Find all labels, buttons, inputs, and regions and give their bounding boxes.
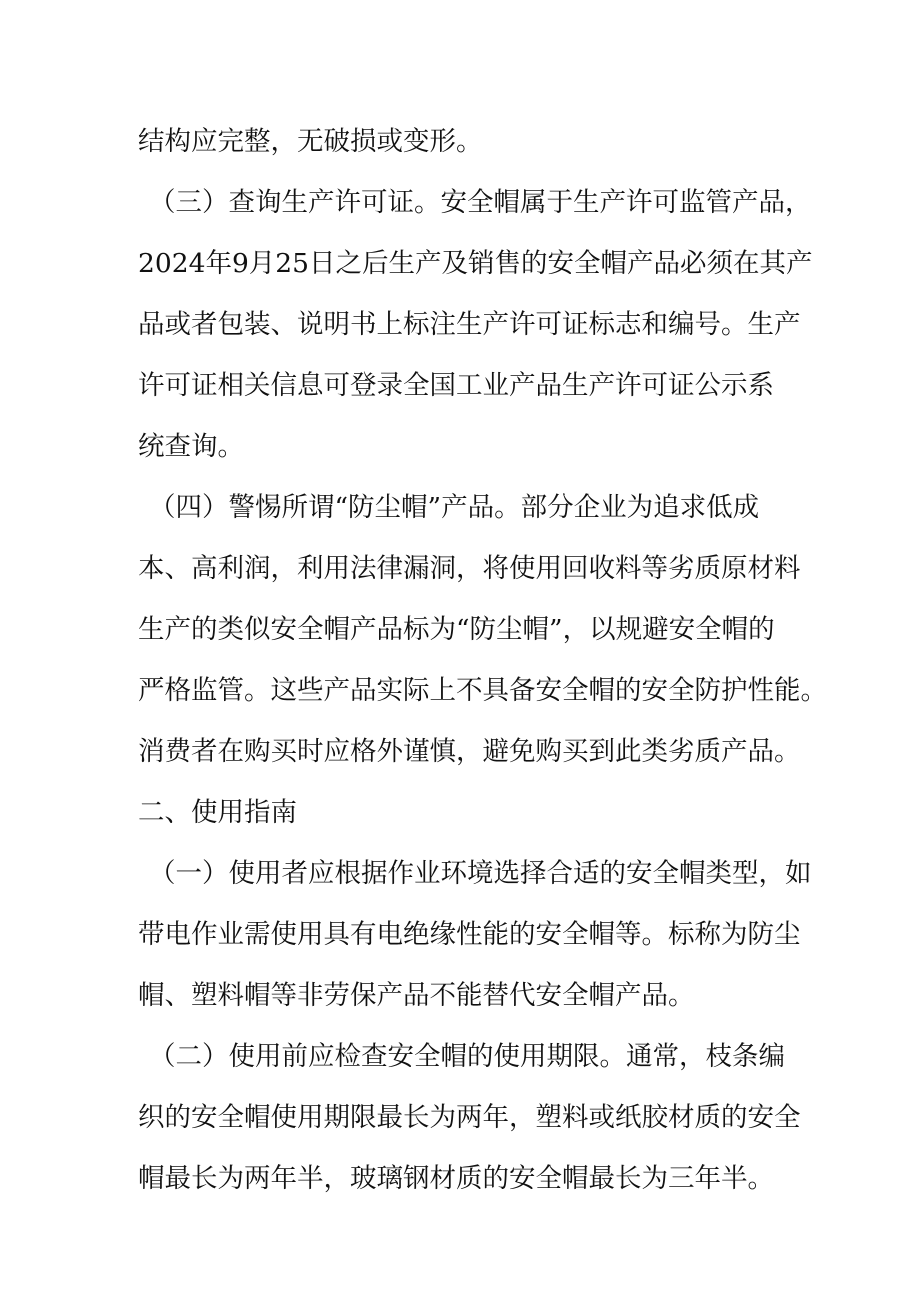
text-line-2: （三）查询生产许可证。安全帽属于生产许可监管产品， xyxy=(149,187,812,218)
text-line-5: 许可证相关信息可登录全国工业产品生产许可证公示系 xyxy=(138,370,774,401)
section-heading: 二、使用指南 xyxy=(138,797,297,828)
text-line-3: 2024年9月25日之后生产及销售的安全帽产品必须在其产 xyxy=(138,248,813,279)
text-line-9: 生产的类似安全帽产品标为“防尘帽”，以规避安全帽的 xyxy=(138,614,775,645)
text-line-16: （二）使用前应检查安全帽的使用期限。通常，枝条编 xyxy=(149,1041,785,1072)
text-line-6: 统查询。 xyxy=(138,431,244,462)
text-line-18: 帽最长为两年半，玻璃钢材质的安全帽最长为三年半。 xyxy=(138,1163,774,1194)
text-line-8: 本、高利润，利用法律漏洞，将使用回收料等劣质原材料 xyxy=(138,553,801,584)
text-line-7: （四）警惕所谓“防尘帽”产品。部分企业为追求低成 xyxy=(149,492,760,523)
text-line-10: 严格监管。这些产品实际上不具备安全帽的安全防护性能。 xyxy=(138,675,827,706)
text-line-14: 带电作业需使用具有电绝缘性能的安全帽等。标称为防尘 xyxy=(138,919,801,950)
text-line-4: 品或者包装、说明书上标注生产许可证标志和编号。生产 xyxy=(138,309,801,340)
text-line-17: 织的安全帽使用期限最长为两年，塑料或纸胶材质的安全 xyxy=(138,1102,801,1133)
text-line-1: 结构应完整，无破损或变形。 xyxy=(138,126,483,157)
text-line-15: 帽、塑料帽等非劳保产品不能替代安全帽产品。 xyxy=(138,980,695,1011)
text-line-11: 消费者在购买时应格外谨慎，避免购买到此类劣质产品。 xyxy=(138,736,801,767)
text-line-13: （一）使用者应根据作业环境选择合适的安全帽类型，如 xyxy=(149,858,812,889)
